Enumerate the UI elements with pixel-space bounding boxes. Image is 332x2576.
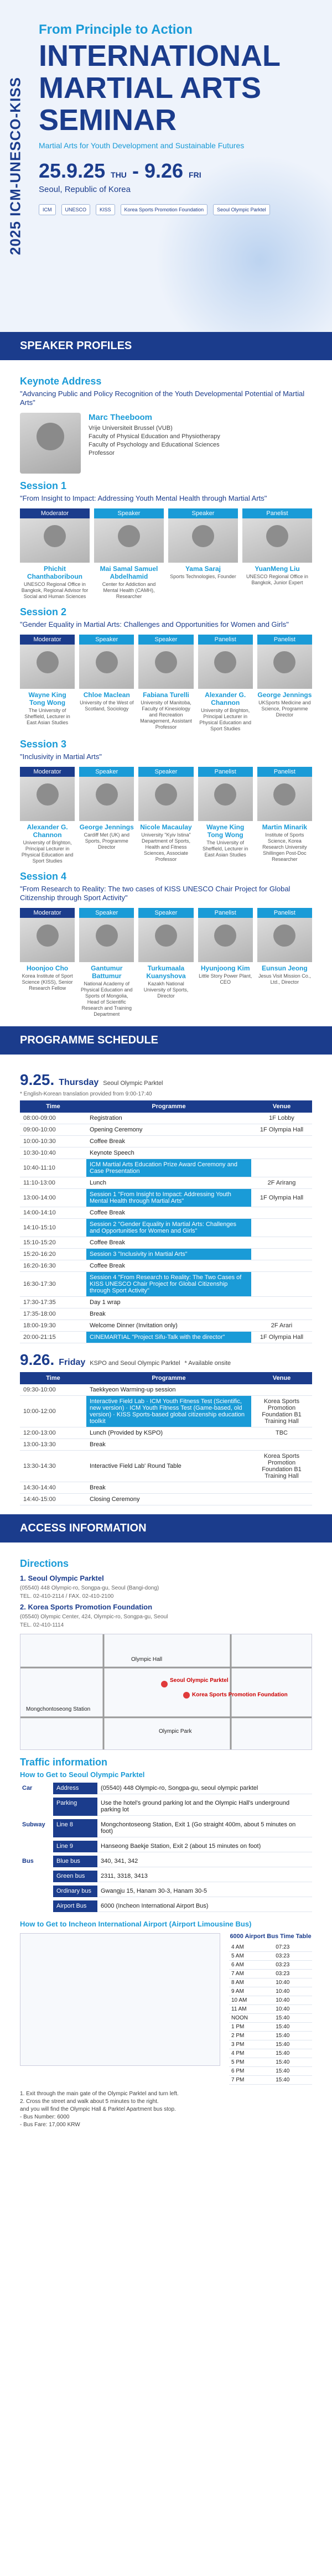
hero-title: INTERNATIONAL MARTIAL ARTS SEMINAR: [39, 39, 281, 137]
bus-time-row: 1 PM 15:40: [229, 2023, 312, 2032]
speaker-photo: [198, 645, 253, 689]
bus-time-row: 2 PM 15:40: [229, 2032, 312, 2040]
session-3: [20, 739, 312, 864]
schedule-row: 14:00-14:10 Coffee Break: [20, 1207, 312, 1219]
speaker-desc: University of Brighton, Principal Lecturer in Physical Education and Sport Studies: [21, 840, 74, 864]
speaker-card: [20, 908, 75, 1017]
keynote-bio: Vrije Universiteit Brussel (VUB) Faculty of Physical Education and Physiotherapy Faculty of Psychology and Educational Sciences Professor: [89, 425, 220, 456]
speaker-desc: University "Kyiv Istina" Department of Sports, Health and Fitness Sciences, Associate Professor: [141, 832, 191, 862]
bus-time-row: 3 PM 15:40: [229, 2040, 312, 2049]
schedule-row: 20:00-21:15 CINEMARTIAL "Project Sifu-Talk with the director" 1F Olympia Hall: [20, 1332, 312, 1343]
speaker-desc: Cardiff Met (UK) and Sports, Programme Director: [84, 832, 129, 850]
session-4: [20, 871, 312, 1017]
access-information: Directions 1. Seoul Olympic Parktel (05540) 448 Olympic-ro, Songpa-gu, Seoul (Bangi-dong) TEL. 02-410-2114 / FAX. 02-410-2100 2. Korea Sports Promotion Foundation (05540) Olympic Center, 424, Olympic-ro, Songpa-gu, Seoul TEL. 02-410-1114 Seoul Olympic Parktel Korea Sports Promotion Foundation Olympic Hall Mongchontoseong Station Olympic Park Traffic information How to Get to Seoul Olympic Parktel Car Address (05540) 448 Olympic-ro, Songpa-gu, seoul olympic parktel Parking Use the hotel's ground parking lot and the Olympic Hall's underground parking lot Subway Line 8 Mongchontoseong Station, Exit 1 (Go straight 400m, about 5 minutes on foot) Line 9 Hanseong Baekje Station, Exit 2 (about 15 minutes on foot) Bus Blue bus 340, 341, 342 Green bus 2311, 3318, 3413 Ordinary bus Gwangju 15, Hanam 30-3, Hanam 30-5 Airport Bus 6000 (Incheon International Airport Bus) How to Get to Incheon International Airport (Airport Limousine Bus) 6000 Airport Bus Time Table 4 AM 07:23 5 AM 03:23 6 AM 03:23 7 AM 03:23 8 AM 10:40 9 AM 10:40 10 AM 10:40 11 AM 10:40 NOON 15:40 1 PM 15:40 2 PM 15:40 3 PM 15:40 4 PM 15:40 5 PM 15:40 6 PM 15:40 7 PM 15:40 1. Exit through the main gate of the Olympic Parktel and turn left. 2. Cross the street and walk about 5 minutes to the right. and you will find the Olympic Hall & Parktel Apartment bus stop. - Bus Number: 6000 - Bus Fare: 17,000 KRW: [0, 1543, 332, 2149]
speaker-photo: [20, 645, 75, 689]
speaker-name: YuanMeng Liu: [255, 565, 300, 573]
airport-map: [20, 1933, 220, 2066]
hero-banner: [0, 0, 332, 332]
speaker-photo: [168, 518, 238, 563]
schedule-row: 17:35-18:00 Break: [20, 1308, 312, 1320]
session-topic: "From Research to Reality: The two cases of KISS UNESCO Chair Project for Global Citizenship through Sport Activity": [20, 885, 290, 902]
speaker-photo: [138, 645, 193, 689]
bus-time-row: 5 AM 03:23: [229, 1952, 312, 1961]
schedule-row: 15:10-15:20 Coffee Break: [20, 1237, 312, 1249]
speaker-desc: Jesus Visit Mission Co., Ltd., Director: [258, 973, 311, 985]
speaker-card: [138, 908, 193, 1017]
speaker-desc: The University of Sheffield, Lecturer in East Asian Studies: [24, 708, 70, 725]
speaker-name: Hyunjoong Kim: [200, 964, 250, 972]
speaker-name: Turkumaala Kuanyshova: [146, 964, 186, 980]
bus-time-row: 5 PM 15:40: [229, 2058, 312, 2067]
speaker-photo: [257, 777, 312, 821]
transport-row: Green bus 2311, 3318, 3413: [20, 1871, 312, 1882]
speaker-name: Yama Saraj: [185, 565, 221, 573]
speaker-name: George Jennings: [257, 691, 312, 699]
bus-timetable: 6000 Airport Bus Time Table 4 AM 07:23 5 AM 03:23 6 AM 03:23 7 AM 03:23 8 AM 10:40 9 AM 10:40 10 AM 10:40 11 AM 10:40 NOON 15:40 1 PM 15:40 2 PM 15:40 3 PM 15:40 4 PM 15:40 5 PM 15:40 6 PM 15:40 7 PM 15:40: [229, 1933, 312, 2085]
speaker-desc: University of the West of Scotland, Sociology: [80, 700, 134, 711]
speaker-profiles-band: SPEAKER PROFILES: [0, 332, 332, 360]
speaker-name: Wayne King Tong Wong: [206, 823, 245, 839]
speaker-card: [94, 508, 164, 600]
hero-main: [39, 22, 321, 215]
bus-time-row: NOON 15:40: [229, 2014, 312, 2023]
speaker-desc: University of Manitoba, Faculty of Kinesiology and Recreation Management, Assistant Professor: [140, 700, 192, 730]
logo-icm: ICM: [39, 204, 56, 215]
speaker-desc: Institute of Sports Science, Korea Research University Shillingen Post-Doc Researcher: [262, 832, 307, 862]
speaker-role: Panelist: [242, 508, 312, 518]
session-heading: Session 4: [20, 871, 67, 882]
hero-kicker: From Principle to Action: [39, 22, 193, 37]
speaker-card: [79, 908, 134, 1017]
schedule-row: 10:00-12:00 Interactive Field Lab · ICM Youth Fitness Test (Scientific, new version) · ICM Youth Fitness Test (Game-based, old version) · KISS Sports-based global citizenship education toolkit Korea Sports Promotion Foundation B1 Training Hall: [20, 1396, 312, 1427]
schedule-row: 14:40-15:00 Closing Ceremony: [20, 1494, 312, 1505]
schedule-row: 13:30-14:30 Interactive Field Lab' Round Table Korea Sports Promotion Foundation B1 Training Hall: [20, 1451, 312, 1482]
speaker-role: Speaker: [138, 767, 193, 777]
day2-table: Time Programme Venue 09:30-10:00 Taekkyeon Warming-up session 10:00-12:00 Interactive Field Lab · ICM Youth Fitness Test (Scientific, new version) · ICM Youth Fitness Test (Game-based, old version) · KISS Sports-based global citizenship education toolkit Korea Sports Promotion Foundation B1 Training Hall 12:00-13:00 Lunch (Provided by KSPO) TBC 13:00-13:30 Break 13:30-14:30 Interactive Field Lab' Round Table Korea Sports Promotion Foundation B1 Training Hall 14:30-14:40 Break 14:40-15:00 Closing Ceremony: [20, 1372, 312, 1505]
schedule-row: 10:00-10:30 Coffee Break: [20, 1136, 312, 1147]
session-panel: [20, 767, 312, 864]
keynote-card: [20, 413, 312, 474]
speaker-card: [168, 508, 238, 600]
schedule-row: 08:00-09:00 Registration 1F Lobby: [20, 1113, 312, 1124]
speaker-card: [79, 635, 134, 732]
hero-date: 25.9.25 THU - 9.26 FRI: [39, 159, 201, 182]
session-heading: Session 3: [20, 739, 67, 750]
speaker-photo: [20, 918, 75, 962]
speaker-photo: [198, 777, 253, 821]
session-1: [20, 480, 312, 600]
programme-band: PROGRAMME SCHEDULE: [0, 1026, 332, 1055]
transport-list: [20, 1783, 312, 1912]
speaker-role: Moderator: [20, 508, 90, 518]
keynote-topic: "Advancing Public and Policy Recognition of the Youth Developmental Potential of Martial Arts": [20, 389, 305, 407]
schedule-row: 15:20-16:20 Session 3 "Inclusivity in Martial Arts": [20, 1249, 312, 1260]
speaker-desc: Korea Institute of Sport Science (KISS), Senior Research Fellow: [22, 973, 73, 991]
bus-time-row: 7 AM 03:23: [229, 1970, 312, 1978]
speaker-role: Panelist: [257, 767, 312, 777]
transport-row: Car Address (05540) 448 Olympic-ro, Songpa-gu, seoul olympic parktel: [20, 1783, 312, 1794]
schedule-row: 09:00-10:00 Opening Ceremony 1F Olympia Hall: [20, 1124, 312, 1136]
transport-row: Parking Use the hotel's ground parking lot and the Olympic Hall's underground parking lot: [20, 1798, 312, 1816]
speaker-card: [138, 767, 193, 864]
speaker-role: Speaker: [94, 508, 164, 518]
speaker-photo: [242, 518, 312, 563]
speaker-photo: [79, 645, 134, 689]
transport-row: Ordinary bus Gwangju 15, Hanam 30-3, Hanam 30-5: [20, 1886, 312, 1897]
bus-time-row: 11 AM 10:40: [229, 2005, 312, 2014]
speaker-name: Eunsun Jeong: [262, 964, 308, 972]
speaker-card: [257, 767, 312, 864]
vertical-title: 2025 ICM-UNESCO-KISS: [7, 77, 24, 255]
speaker-desc: University of Brighton, Principal Lecturer in Physical Education and Sport Studies: [199, 708, 251, 731]
logo-unesco: UNESCO: [61, 204, 91, 215]
bus-time-row: 4 AM 07:23: [229, 1943, 312, 1952]
speaker-role: Speaker: [79, 908, 134, 918]
session-heading: Session 1: [20, 480, 67, 491]
speaker-name: Martin Minarik: [262, 823, 308, 831]
schedule-row: 16:20-16:30 Coffee Break: [20, 1260, 312, 1272]
speaker-name: Gantumur Battumur: [91, 964, 123, 980]
speaker-name: Mai Samal Samuel Abdelhamid: [100, 565, 158, 580]
bus-time-row: 10 AM 10:40: [229, 1996, 312, 2005]
directions-map: Seoul Olympic Parktel Korea Sports Promotion Foundation Olympic Hall Mongchontoseong Station Olympic Park: [20, 1634, 312, 1750]
speaker-photo: [20, 518, 90, 563]
speaker-role: Speaker: [168, 508, 238, 518]
bus-time-row: 8 AM 10:40: [229, 1978, 312, 1987]
speaker-role: Moderator: [20, 635, 75, 645]
speaker-role: Speaker: [138, 908, 193, 918]
speaker-desc: Kazakh National University of Sports, Director: [143, 981, 189, 999]
day1-note: * English-Korean translation provided from 9:00-17:40: [20, 1091, 152, 1097]
speaker-name: Nicole Macaulay: [140, 823, 192, 831]
speaker-photo: [20, 777, 75, 821]
logo-parktel: Seoul Olympic Parktel: [213, 204, 270, 215]
airport-section: [20, 1933, 312, 2085]
session-2: [20, 606, 312, 732]
speaker-card: [198, 767, 253, 864]
speaker-name: Phichit Chanthaboriboun: [27, 565, 82, 580]
speaker-photo: [257, 645, 312, 689]
day1-table: Time Programme Venue 08:00-09:00 Registration 1F Lobby 09:00-10:00 Opening Ceremony 1F Olympia Hall 10:00-10:30 Coffee Break 10:30-10:40 Keynote Speech 10:40-11:10 ICM Martial Arts Education Prize Award Ceremony and Case Presentation 11:10-13:00 Lunch 2F Arirang 13:00-14:00 Session 1 "From Insight to Impact: Addressing Youth Mental Health through Martial Arts" 1F Olympia Hall 14:00-14:10 Coffee Break 14:10-15:10 Session 2 "Gender Equality in Martial Arts: Challenges and Opportunities for Women and Girls" 15:10-15:20 Coffee Break 15:20-16:20 Session 3 "Inclusivity in Martial Arts" 16:20-16:30 Coffee Break 16:30-17:30 Session 4 "From Research to Reality: The Two Cases of KISS UNESCO Chair Project for Global Citizenship through Sport Activity" 17:30-17:35 Day 1 wrap 17:35-18:00 Break 18:00-19:30 Welcome Dinner (Invitation only) 2F Arari 20:00-21:15 CINEMARTIAL "Project Sifu-Talk with the director" 1F Olympia Hall: [20, 1100, 312, 1343]
speaker-card: [257, 908, 312, 1017]
bus-time-row: 6 PM 15:40: [229, 2067, 312, 2076]
day1-header: 9.25. Thursday Seoul Olympic Parktel: [20, 1071, 163, 1088]
speaker-name: Chloe Maclean: [83, 691, 130, 699]
speaker-photo: [79, 918, 134, 962]
schedule-row: 13:00-14:00 Session 1 "From Insight to Impact: Addressing Youth Mental Health through Martial Arts" 1F Olympia Hall: [20, 1189, 312, 1207]
speaker-name: Alexander G. Channon: [205, 691, 246, 707]
schedule-row: 10:30-10:40 Keynote Speech: [20, 1147, 312, 1159]
transport-row: Airport Bus 6000 (Incheon International Airport Bus): [20, 1900, 312, 1912]
speaker-card: [198, 635, 253, 732]
schedule-row: 10:40-11:10 ICM Martial Arts Education Prize Award Ceremony and Case Presentation: [20, 1159, 312, 1177]
sessions-list: [20, 480, 312, 1017]
session-topic: "Gender Equality in Martial Arts: Challenges and Opportunities for Women and Girls": [20, 620, 289, 629]
schedule-row: 12:00-13:00 Lunch (Provided by KSPO) TBC: [20, 1427, 312, 1439]
speaker-desc: UNESCO Regional Office in Bangkok, Junior Expert: [246, 574, 308, 585]
speaker-card: [20, 508, 90, 600]
partner-logos: [39, 204, 321, 215]
schedule-row: 17:30-17:35 Day 1 wrap: [20, 1297, 312, 1308]
speaker-photo: [257, 918, 312, 962]
speaker-name: Fabiana Turelli: [143, 691, 189, 699]
schedule-row: 14:10-15:10 Session 2 "Gender Equality in Martial Arts: Challenges and Opportunities for Women and Girls": [20, 1219, 312, 1237]
transport-row: Subway Line 8 Mongchontoseong Station, Exit 1 (Go straight 400m, about 5 minutes on foot): [20, 1819, 312, 1837]
day2-header: 9.26. Friday KSPO and Seoul Olympic Parktel * Available onsite: [20, 1351, 231, 1368]
speaker-card: [198, 908, 253, 1017]
schedule-row: 16:30-17:30 Session 4 "From Research to Reality: The Two Cases of KISS UNESCO Chair Project for Global Citizenship through Sport Activity": [20, 1272, 312, 1297]
logo-kspo: Korea Sports Promotion Foundation: [121, 204, 208, 215]
session-panel: [20, 635, 312, 732]
speaker-desc: The University of Sheffield, Lecturer in East Asian Studies: [203, 840, 248, 858]
speaker-role: Moderator: [20, 767, 75, 777]
access-band: ACCESS INFORMATION: [0, 1514, 332, 1543]
speaker-name: George Jennings: [79, 823, 134, 831]
schedule-row: 11:10-13:00 Lunch 2F Arirang: [20, 1177, 312, 1189]
speaker-card: [257, 635, 312, 732]
bus-time-row: 6 AM 03:23: [229, 1961, 312, 1970]
hero-subtitle: Martial Arts for Youth Development and Sustainable Futures: [39, 141, 245, 150]
speaker-card: [138, 635, 193, 732]
speaker-card: [20, 635, 75, 732]
speaker-role: Panelist: [198, 635, 253, 645]
speaker-role: Speaker: [138, 635, 193, 645]
speaker-profiles: [0, 360, 332, 1026]
speaker-photo: [198, 918, 253, 962]
speaker-desc: Center for Addiction and Mental Health (CAMH), Researcher: [102, 581, 156, 599]
traffic-title: Traffic information: [20, 1757, 108, 1768]
speaker-photo: [79, 777, 134, 821]
speaker-photo: [138, 777, 193, 821]
keynote-heading: Keynote Address: [20, 376, 102, 387]
airport-notes: 1. Exit through the main gate of the Olympic Parktel and turn left. 2. Cross the street and walk about 5 minutes to the right. and you will find the Olympic Hall & Parktel Apartment bus stop. - Bus Number: 6000 - Bus Fare: 17,000 KRW: [20, 2091, 179, 2128]
speaker-photo: [138, 918, 193, 962]
directions-title: Directions: [20, 1558, 69, 1569]
session-panel: [20, 908, 312, 1017]
speaker-role: Panelist: [257, 635, 312, 645]
schedule-row: 14:30-14:40 Break: [20, 1482, 312, 1494]
speaker-card: [242, 508, 312, 600]
bus-time-row: 4 PM 15:40: [229, 2049, 312, 2058]
speaker-name: Alexander G. Channon: [27, 823, 68, 839]
speaker-role: Panelist: [257, 908, 312, 918]
transport-row: Bus Blue bus 340, 341, 342: [20, 1856, 312, 1867]
speaker-role: Panelist: [198, 767, 253, 777]
session-heading: Session 2: [20, 606, 67, 617]
speaker-card: [79, 767, 134, 864]
logo-kiss: KISS: [96, 204, 115, 215]
bus-time-row: 7 PM 15:40: [229, 2076, 312, 2085]
speaker-role: Speaker: [79, 635, 134, 645]
speaker-desc: National Academy of Physical Education and Sports of Mongolia, Head of Scientific Research and Training Department: [81, 981, 133, 1017]
speaker-name: Hoonjoo Cho: [26, 964, 69, 972]
speaker-desc: UNESCO Regional Office in Bangkok, Regional Advisor for Social and Human Sciences: [21, 581, 89, 599]
keynote-name: Marc Theeboom: [89, 413, 153, 422]
speaker-photo: [94, 518, 164, 563]
speaker-role: Speaker: [79, 767, 134, 777]
bus-time-row: 9 AM 10:40: [229, 1987, 312, 1996]
session-topic: "Inclusivity in Martial Arts": [20, 752, 102, 761]
keynote-photo: [20, 413, 81, 474]
schedule-row: 09:30-10:00 Taekkyeon Warming-up session: [20, 1384, 312, 1396]
transport-row: Line 9 Hanseong Baekje Station, Exit 2 (about 15 minutes on foot): [20, 1841, 312, 1852]
programme-schedule: [0, 1055, 332, 1514]
hero-place: Seoul, Republic of Korea: [39, 185, 131, 194]
speaker-desc: UKSports Medicine and Science, Programme Director: [258, 700, 311, 718]
speaker-desc: Little Story Power Plant, CEO: [199, 973, 252, 985]
speaker-role: Panelist: [198, 908, 253, 918]
schedule-row: 13:00-13:30 Break: [20, 1439, 312, 1451]
speaker-name: Wayne King Tong Wong: [28, 691, 66, 707]
session-panel: [20, 508, 312, 600]
speaker-card: [20, 767, 75, 864]
speaker-desc: Sports Technologies, Founder: [170, 574, 236, 579]
schedule-row: 18:00-19:30 Welcome Dinner (Invitation only) 2F Arari: [20, 1320, 312, 1332]
speaker-role: Moderator: [20, 908, 75, 918]
session-topic: "From Insight to Impact: Addressing Youth Mental Health through Martial Arts": [20, 494, 267, 502]
